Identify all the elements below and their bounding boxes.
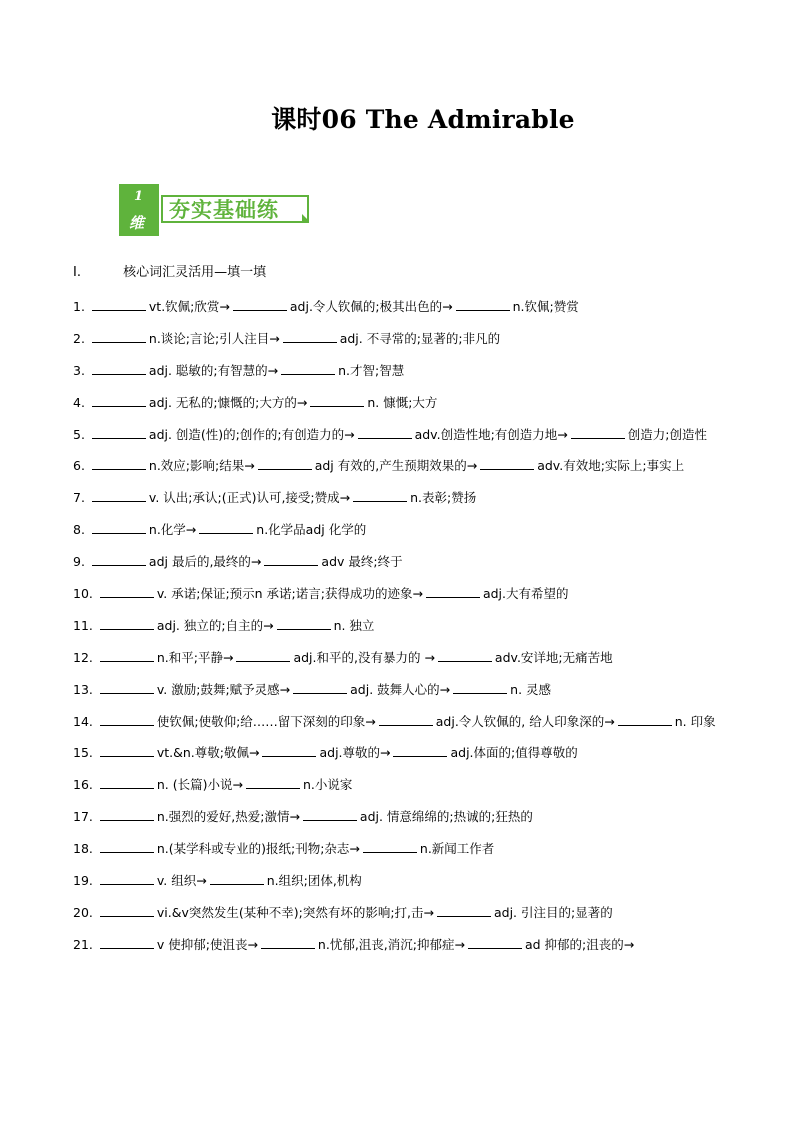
answer-blank[interactable]: [453, 681, 507, 694]
item-number: 19.: [73, 873, 97, 888]
item-text: n. 印象: [674, 714, 716, 729]
answer-blank[interactable]: [100, 840, 154, 853]
item-text: vi.&v突然发生(某种不幸);突然有坏的影响;打,击→: [156, 905, 434, 920]
item-text: n.新闻工作者: [419, 841, 495, 856]
item-text: v. 组织→: [156, 873, 207, 888]
exercise-item: [73, 578, 728, 610]
answer-blank[interactable]: [283, 330, 337, 343]
section-heading: [73, 261, 266, 280]
answer-blank[interactable]: [303, 808, 357, 821]
badge-word: 维: [129, 214, 145, 232]
exercise-item: [73, 450, 728, 482]
exercise-item: [73, 514, 728, 546]
item-number: 6.: [73, 458, 89, 473]
item-number: 18.: [73, 841, 97, 856]
answer-blank[interactable]: [100, 872, 154, 885]
exercise-item: [73, 419, 728, 450]
item-text: adj 最后的,最终的→: [148, 554, 262, 569]
item-text: ad 抑郁的;沮丧的→: [524, 937, 635, 952]
answer-blank[interactable]: [618, 713, 672, 726]
item-text: adj. 引注目的;显著的: [493, 905, 613, 920]
answer-blank[interactable]: [571, 426, 625, 439]
answer-blank[interactable]: [353, 489, 407, 502]
item-text: n.表彰;赞扬: [410, 490, 477, 505]
item-number: 10.: [73, 586, 97, 601]
item-text: n. (长篇)小说→: [156, 777, 243, 792]
item-text: n.小说家: [302, 777, 353, 792]
item-number: 13.: [73, 682, 97, 697]
item-text: n.钦佩;赞赏: [512, 299, 579, 314]
item-text: adj. 无私的;慷慨的;大方的→: [148, 395, 308, 410]
item-number: 3.: [73, 363, 89, 378]
answer-blank[interactable]: [100, 904, 154, 917]
answer-blank[interactable]: [199, 521, 253, 534]
item-text: adj.大有希望的: [482, 586, 569, 601]
item-text: vt.&n.尊敬;敬佩→: [156, 745, 260, 760]
badge-number: 1: [134, 189, 144, 204]
exercise-item: [73, 674, 728, 706]
answer-blank[interactable]: [92, 330, 146, 343]
item-text: n. 灵感: [510, 682, 552, 697]
page-title: 课时06 The Admirable: [271, 105, 575, 134]
item-text: n.强烈的爱好,热爱;激情→: [156, 809, 300, 824]
item-text: adj. 鼓舞人心的→: [350, 682, 451, 697]
item-text: adj.尊敬的→: [319, 745, 391, 760]
item-text: adj. 创造(性)的;创作的;有创造力的→: [148, 427, 355, 442]
item-text: adj.令人钦佩的, 给人印象深的→: [435, 714, 615, 729]
item-number: 8.: [73, 522, 89, 537]
item-number: 2.: [73, 331, 89, 346]
exercise-item: [73, 610, 728, 642]
exercise-list: [73, 291, 728, 961]
item-text: n.效应;影响;结果→: [148, 458, 255, 473]
exercise-item: [73, 865, 728, 897]
answer-blank[interactable]: [92, 521, 146, 534]
item-number: 7.: [73, 490, 89, 505]
exercise-item: [73, 801, 728, 833]
answer-blank[interactable]: [281, 362, 335, 375]
answer-blank[interactable]: [262, 744, 316, 757]
item-text: n.忧郁,沮丧,消沉;抑郁症→: [317, 937, 465, 952]
answer-blank[interactable]: [379, 713, 433, 726]
exercise-item: [73, 737, 728, 769]
answer-blank[interactable]: [92, 553, 146, 566]
answer-blank[interactable]: [100, 617, 154, 630]
answer-blank[interactable]: [358, 426, 412, 439]
exercise-item: [73, 929, 728, 961]
answer-blank[interactable]: [100, 744, 154, 757]
answer-blank[interactable]: [92, 298, 146, 311]
answer-blank[interactable]: [480, 457, 534, 470]
exercise-item: [73, 897, 728, 929]
item-number: 1.: [73, 299, 89, 314]
exercise-item: [73, 642, 728, 674]
badge-title: 夯实基础练: [169, 198, 279, 222]
answer-blank[interactable]: [258, 457, 312, 470]
item-number: 21.: [73, 937, 97, 952]
item-text: n.组织;团体,机构: [266, 873, 362, 888]
answer-blank[interactable]: [261, 936, 315, 949]
item-text: adj. 独立的;自主的→: [156, 618, 274, 633]
answer-blank[interactable]: [92, 457, 146, 470]
answer-blank[interactable]: [100, 808, 154, 821]
item-text: n.谈论;言论;引人注目→: [148, 331, 280, 346]
answer-blank[interactable]: [92, 426, 146, 439]
item-text: n.化学品adj 化学的: [256, 522, 367, 537]
item-text: n. 慷慨;大方: [367, 395, 438, 410]
answer-blank[interactable]: [456, 298, 510, 311]
answer-blank[interactable]: [293, 681, 347, 694]
answer-blank[interactable]: [92, 394, 146, 407]
answer-blank[interactable]: [92, 362, 146, 375]
item-text: 使钦佩;使敬仰;给……留下深刻的印象→: [156, 714, 376, 729]
answer-blank[interactable]: [246, 776, 300, 789]
item-number: 12.: [73, 650, 97, 665]
item-text: adv.安详地;无痛苦地: [494, 650, 613, 665]
item-text: n. 独立: [333, 618, 375, 633]
answer-blank[interactable]: [92, 489, 146, 502]
answer-blank[interactable]: [363, 840, 417, 853]
answer-blank[interactable]: [438, 649, 492, 662]
item-text: adj.和平的,没有暴力的 →: [293, 650, 435, 665]
item-text: adj.体面的;值得尊敬的: [450, 745, 578, 760]
item-text: v. 激励;鼓舞;赋予灵感→: [156, 682, 291, 697]
item-text: v 使抑郁;使沮丧→: [156, 937, 258, 952]
item-number: 14.: [73, 714, 97, 729]
item-number: 20.: [73, 905, 97, 920]
item-text: adj. 情意绵绵的;热诚的;狂热的: [359, 809, 533, 824]
exercise-item: [73, 291, 728, 323]
exercise-item: [73, 355, 728, 387]
answer-blank[interactable]: [100, 936, 154, 949]
answer-blank[interactable]: [100, 776, 154, 789]
answer-blank[interactable]: [310, 394, 364, 407]
item-number: 9.: [73, 554, 89, 569]
answer-blank[interactable]: [437, 904, 491, 917]
answer-blank[interactable]: [100, 713, 154, 726]
item-number: 4.: [73, 395, 89, 410]
item-text: v. 认出;承认;(正式)认可,接受;赞成→: [148, 490, 351, 505]
exercise-item: [73, 546, 728, 578]
answer-blank[interactable]: [277, 617, 331, 630]
answer-blank[interactable]: [393, 744, 447, 757]
answer-blank[interactable]: [100, 649, 154, 662]
answer-blank[interactable]: [233, 298, 287, 311]
exercise-item: [73, 387, 728, 419]
item-number: 16.: [73, 777, 97, 792]
exercise-item: [73, 323, 728, 355]
badge-number-block: [119, 184, 159, 236]
answer-blank[interactable]: [100, 681, 154, 694]
item-text: adv 最终;终于: [321, 554, 403, 569]
item-text: adv.有效地;实际上;事实上: [537, 458, 685, 473]
item-text: n.(某学科或专业的)报纸;刊物;杂志→: [156, 841, 360, 856]
item-text: n.才智;智慧: [338, 363, 405, 378]
item-text: adj.令人钦佩的;极其出色的→: [289, 299, 453, 314]
item-text: vt.钦佩;欣赏→: [148, 299, 230, 314]
item-text: adv.创造性地;有创造力地→: [414, 427, 568, 442]
item-text: adj 有效的,产生预期效果的→: [314, 458, 478, 473]
answer-blank[interactable]: [100, 585, 154, 598]
exercise-item: [73, 482, 728, 514]
exercise-item: [73, 833, 728, 865]
section-badge: [119, 184, 319, 238]
item-number: 15.: [73, 745, 97, 760]
item-text: n.化学→: [148, 522, 197, 537]
answer-blank[interactable]: [236, 649, 290, 662]
exercise-item: [73, 706, 728, 737]
item-text: n.和平;平静→: [156, 650, 234, 665]
answer-blank[interactable]: [210, 872, 264, 885]
item-text: v. 承诺;保证;预示n 承诺;诺言;获得成功的迹象→: [156, 586, 423, 601]
answer-blank[interactable]: [264, 553, 318, 566]
section-label: I.: [73, 265, 81, 280]
answer-blank[interactable]: [426, 585, 480, 598]
item-text: 创造力;创造性: [627, 427, 707, 442]
item-number: 5.: [73, 427, 89, 442]
exercise-item: [73, 769, 728, 801]
item-text: adj. 不寻常的;显著的;非凡的: [339, 331, 501, 346]
section-title: 核心词汇灵活用—填一填: [123, 265, 267, 280]
item-number: 11.: [73, 618, 97, 633]
badge-corner-icon: [302, 214, 309, 221]
item-number: 17.: [73, 809, 97, 824]
answer-blank[interactable]: [468, 936, 522, 949]
item-text: adj. 聪敏的;有智慧的→: [148, 363, 279, 378]
